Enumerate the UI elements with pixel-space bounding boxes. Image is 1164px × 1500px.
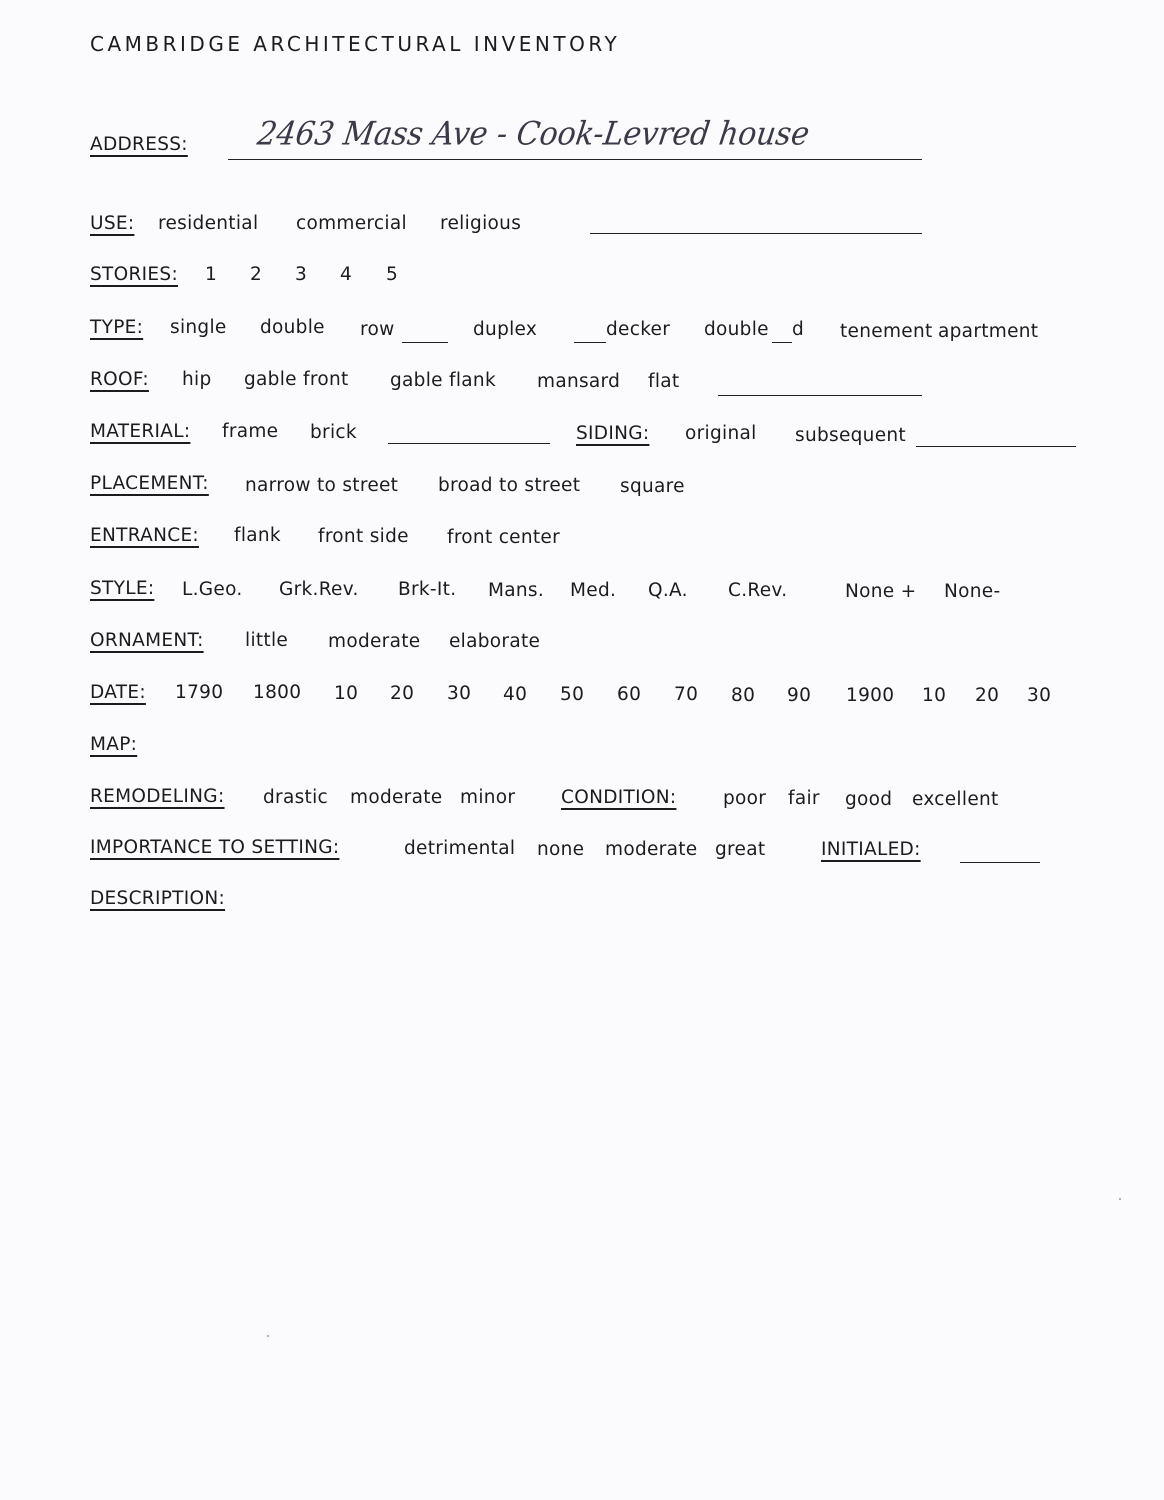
form-title: CAMBRIDGE ARCHITECTURAL INVENTORY (90, 32, 621, 56)
condition-option-good[interactable]: good (845, 789, 893, 810)
stories-option-2[interactable]: 2 (250, 264, 263, 285)
type-option-row[interactable]: row (360, 319, 395, 340)
date-option-1880[interactable]: 80 (731, 685, 756, 706)
style-option-crev[interactable]: C.Rev. (728, 580, 788, 601)
date-option-1870[interactable]: 70 (674, 684, 699, 705)
date-label: DATE: (90, 682, 146, 703)
entrance-option-flank[interactable]: flank (234, 525, 281, 546)
roof-other-line[interactable] (718, 395, 922, 396)
type-double-decker-blank[interactable] (772, 342, 792, 343)
importance-option-great[interactable]: great (715, 839, 766, 860)
siding-option-subsequent[interactable]: subsequent (795, 425, 906, 446)
style-option-brkit[interactable]: Brk-It. (398, 579, 457, 600)
material-label: MATERIAL: (90, 421, 191, 442)
siding-label: SIDING: (576, 423, 650, 444)
roof-option-gable-flank[interactable]: gable flank (390, 370, 496, 391)
type-option-apartment[interactable]: apartment (938, 321, 1039, 342)
use-label: USE: (90, 213, 135, 234)
entrance-option-front-center[interactable]: front center (447, 527, 561, 548)
remodeling-option-moderate[interactable]: moderate (350, 787, 443, 808)
style-option-none-minus[interactable]: None- (944, 581, 1001, 602)
stories-label: STORIES: (90, 264, 178, 285)
style-option-none-plus[interactable]: None + (845, 581, 917, 602)
roof-label: ROOF: (90, 369, 149, 390)
date-option-1790[interactable]: 1790 (175, 682, 224, 703)
date-option-1850[interactable]: 50 (560, 684, 585, 705)
remodeling-option-drastic[interactable]: drastic (263, 787, 328, 808)
style-option-lgeo[interactable]: L.Geo. (182, 579, 243, 600)
style-option-mans[interactable]: Mans. (488, 580, 545, 601)
siding-other-line[interactable] (916, 446, 1076, 447)
type-row-blank[interactable] (402, 342, 448, 343)
use-option-religious[interactable]: religious (440, 213, 522, 234)
ornament-label: ORNAMENT: (90, 630, 204, 651)
remodeling-option-minor[interactable]: minor (460, 787, 516, 808)
stories-option-5[interactable]: 5 (386, 264, 399, 285)
map-label: MAP: (90, 734, 138, 755)
date-option-1810[interactable]: 10 (334, 683, 359, 704)
style-option-qa[interactable]: Q.A. (648, 580, 688, 601)
ornament-option-elaborate[interactable]: elaborate (449, 631, 541, 652)
type-option-d[interactable]: d (792, 319, 805, 340)
placement-option-square[interactable]: square (620, 476, 685, 497)
placement-label: PLACEMENT: (90, 473, 209, 494)
stories-option-4[interactable]: 4 (340, 264, 353, 285)
siding-option-original[interactable]: original (685, 423, 757, 444)
date-option-1800[interactable]: 1800 (253, 682, 302, 703)
type-decker-blank[interactable] (574, 342, 606, 343)
description-label: DESCRIPTION: (90, 888, 226, 909)
condition-option-poor[interactable]: poor (723, 788, 767, 809)
scan-speck (267, 1335, 269, 1337)
roof-option-flat[interactable]: flat (648, 371, 680, 392)
condition-label: CONDITION: (561, 787, 677, 808)
entrance-option-front-side[interactable]: front side (318, 526, 409, 547)
use-option-commercial[interactable]: commercial (296, 213, 407, 234)
address-handwritten-value: 2463 Mass Ave - Cook-Levred house (255, 115, 812, 153)
entrance-label: ENTRANCE: (90, 525, 199, 546)
date-option-1920[interactable]: 20 (975, 685, 1000, 706)
date-option-1900[interactable]: 1900 (846, 685, 895, 706)
style-label: STYLE: (90, 578, 155, 599)
style-option-med[interactable]: Med. (570, 580, 617, 601)
importance-option-detrimental[interactable]: detrimental (404, 838, 516, 859)
stories-option-3[interactable]: 3 (295, 264, 308, 285)
type-option-duplex[interactable]: duplex (473, 319, 538, 340)
initialed-label: INITIALED: (821, 839, 921, 860)
stories-option-1[interactable]: 1 (205, 264, 218, 285)
type-option-double-decker[interactable]: double (704, 319, 769, 340)
importance-option-none[interactable]: none (537, 839, 585, 860)
type-option-tenement[interactable]: tenement (840, 321, 933, 342)
ornament-option-moderate[interactable]: moderate (328, 631, 421, 652)
date-option-1820[interactable]: 20 (390, 683, 415, 704)
type-label: TYPE: (90, 317, 144, 338)
importance-option-moderate[interactable]: moderate (605, 839, 698, 860)
style-option-grkrev[interactable]: Grk.Rev. (279, 579, 359, 600)
address-label: ADDRESS: (90, 134, 188, 155)
ornament-option-little[interactable]: little (245, 630, 289, 651)
material-option-frame[interactable]: frame (222, 421, 279, 442)
date-option-1910[interactable]: 10 (922, 685, 947, 706)
roof-option-mansard[interactable]: mansard (537, 371, 621, 392)
date-option-1830[interactable]: 30 (447, 683, 472, 704)
condition-option-fair[interactable]: fair (788, 788, 820, 809)
date-option-1840[interactable]: 40 (503, 684, 528, 705)
address-line[interactable] (228, 159, 922, 160)
date-option-1860[interactable]: 60 (617, 684, 642, 705)
type-option-double[interactable]: double (260, 317, 325, 338)
remodeling-label: REMODELING: (90, 786, 225, 807)
date-option-1930[interactable]: 30 (1027, 685, 1052, 706)
roof-option-gable-front[interactable]: gable front (244, 369, 349, 390)
scan-speck (1119, 1198, 1121, 1200)
use-option-residential[interactable]: residential (158, 213, 259, 234)
type-option-single[interactable]: single (170, 317, 227, 338)
material-other-line[interactable] (388, 443, 550, 444)
date-option-1890[interactable]: 90 (787, 685, 812, 706)
placement-option-narrow[interactable]: narrow to street (245, 475, 399, 496)
roof-option-hip[interactable]: hip (182, 369, 212, 390)
importance-label: IMPORTANCE TO SETTING: (90, 837, 340, 858)
material-option-brick[interactable]: brick (310, 422, 357, 443)
type-option-decker[interactable]: decker (606, 319, 671, 340)
placement-option-broad[interactable]: broad to street (438, 475, 581, 496)
use-other-line[interactable] (590, 233, 922, 234)
condition-option-excellent[interactable]: excellent (912, 789, 999, 810)
initialed-line[interactable] (960, 862, 1040, 863)
